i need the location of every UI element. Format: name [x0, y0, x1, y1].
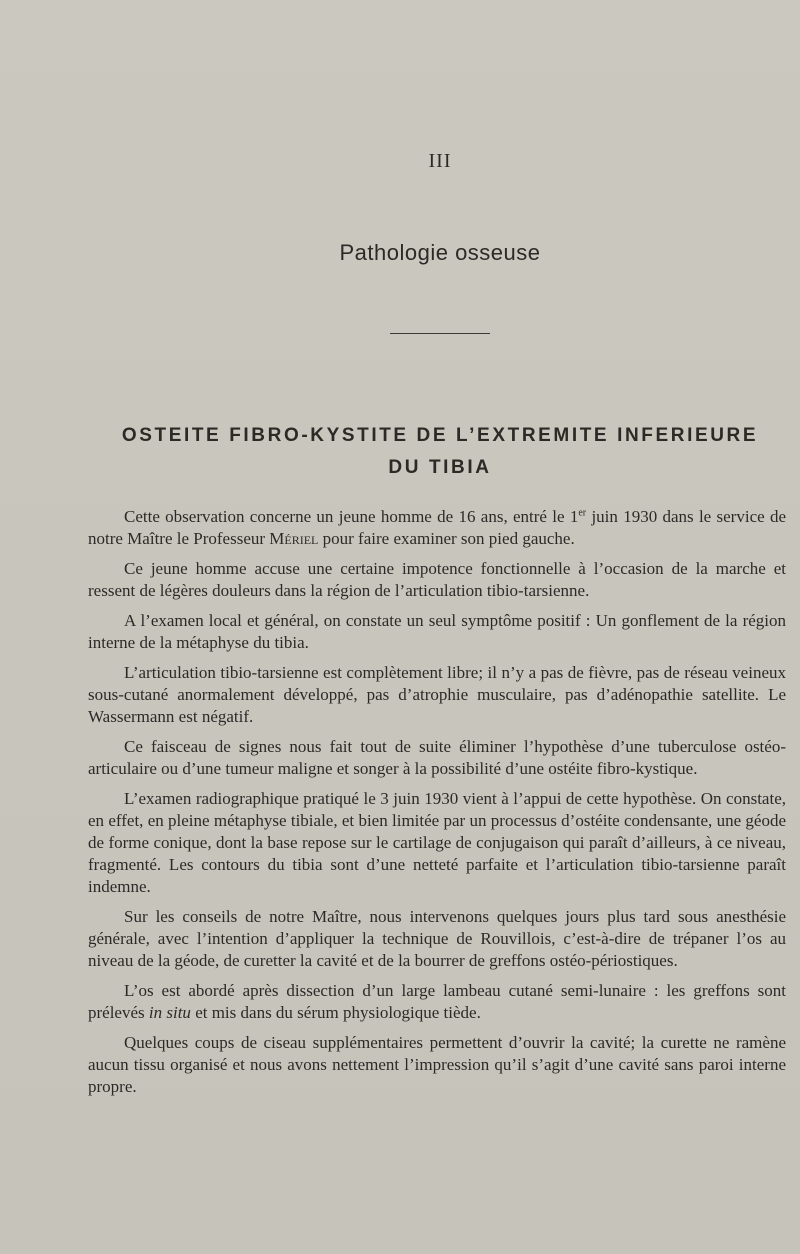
paragraph-6: L’examen radiographique pratiqué le 3 juin 1930 vient à l’appui de cette hypothèse. On constate, en effet, en pleine métaphyse tibiale, et bien limitée par un processus d’ostéite condensante, une géode de forme conique, dont la base repose sur le cartilage de conjugaison qui paraît d’ailleurs, à ce niveau, fragmenté. Les contours du tibia sont d’une netteté parfaite et l’articulation tibio-tarsienne paraît indemne. — [88, 789, 786, 896]
paragraph-4: L’articulation tibio-tarsienne est complètement libre; il n’y a pas de fièvre, pas de réseau veineux sous-cutané anormalement développé, pas d’atrophie musculaire, pas d’adénopathie satellite. Le Wassermann est négatif. — [88, 663, 786, 726]
paragraph-7: Sur les conseils de notre Maître, nous intervenons quelques jours plus tard sous anesthésie générale, avec l’intention d’appliquer la technique de Rouvillois, c’est-à-dire de trépaner l’os au niveau de la géode, de curetter la cavité et de la bourrer de greffons ostéo-périostiques. — [88, 907, 786, 970]
paragraph-8: L’os est abordé après dissection d’un large lambeau cutané semi-lunaire : les greffons sont prélevés in situ et mis dans du sérum physiologique tiède. — [88, 981, 786, 1022]
paragraph-5: Ce faisceau de signes nous fait tout de suite éliminer l’hypothèse d’une tuberculose ostéo-articulaire ou d’une tumeur maligne et songer à la possibilité d’une ostéite fibro-kystique. — [88, 737, 786, 778]
article-title — [80, 420, 800, 484]
paragraph-1: Cette observation concerne un jeune homme de 16 ans, entré le 1er juin 1930 dans le service de notre Maître le Professeur Mériel pour faire examiner son pied gauche. — [88, 507, 787, 548]
chapter-title: Pathologie osseuse — [339, 240, 541, 265]
professor-name: Mériel — [269, 529, 319, 548]
section-divider — [390, 333, 490, 334]
body-text — [88, 506, 786, 1106]
article-title-line-2: DU TIBIA — [388, 457, 492, 478]
chapter-number: III — [428, 150, 452, 172]
paragraph-2: Ce jeune homme accuse une certaine impotence fonctionnelle à l’occasion de la marche et ressent de légères douleurs dans la région de l’articulation tibio-tarsienne. — [88, 559, 786, 600]
article-title-line-1: OSTEITE FIBRO-KYSTITE DE L’EXTREMITE INFERIEURE — [121, 425, 759, 446]
paragraph-9: Quelques coups de ciseau supplémentaires permettent d’ouvrir la cavité; la curette ne ramène aucun tissu organisé et nous avons nettement l’impression qu’il s’agit d’une cavité sans paroi interne propre. — [88, 1033, 786, 1096]
paragraph-3: A l’examen local et général, on constate un seul symptôme positif : Un gonflement de la région interne de la métaphyse du tibia. — [88, 611, 786, 652]
